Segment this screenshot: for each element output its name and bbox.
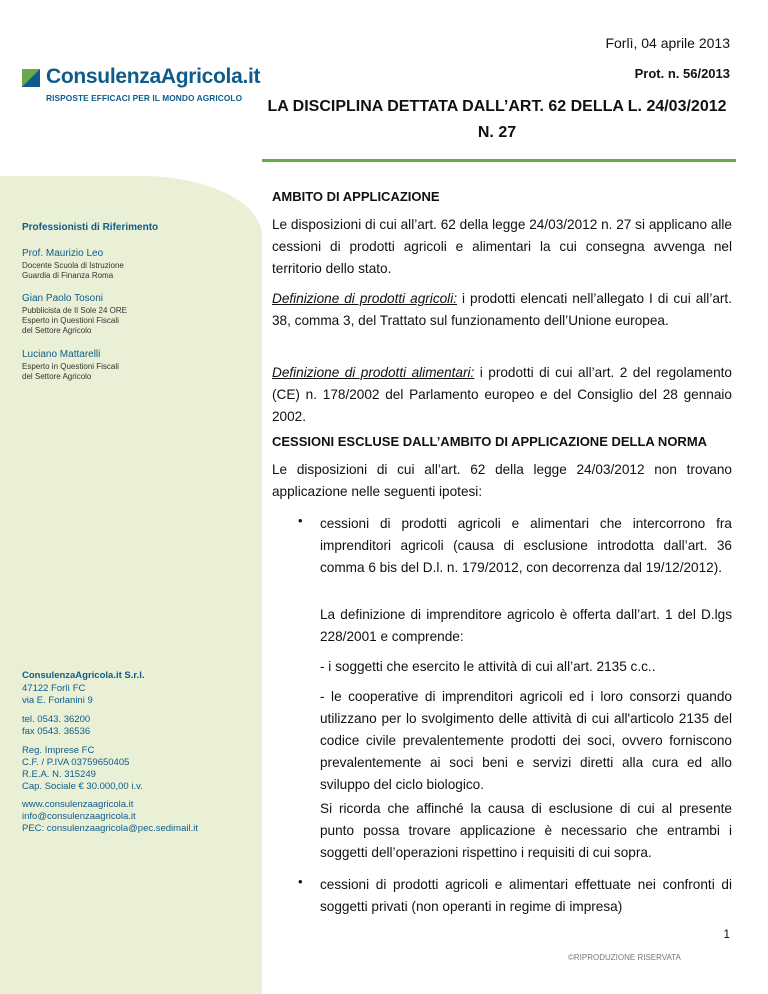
company-phone: tel. 0543. 36200 — [22, 714, 91, 725]
person-name: Prof. Maurizio Leo — [22, 248, 104, 259]
person-role: Esperto in Questioni Fiscali — [22, 362, 119, 371]
company-pec-link[interactable]: PEC: consulenzaagricola@pec.sedimail.it — [22, 823, 198, 834]
company-address: 47122 Forlì FC — [22, 683, 86, 694]
paragraph: Le disposizioni di cui all’art. 62 della legge 24/03/2012 non trovano applicazione nelle seguenti ipotesi: — [272, 462, 732, 499]
title-line-1: LA DISCIPLINA DETTATA DALL’ART. 62 DELLA L. 24/03/2012 — [267, 98, 727, 115]
company-rea: R.E.A. N. 315249 — [22, 769, 96, 780]
list-item: cessioni di prodotti agricoli e alimentari effettuate nei confronti di soggetti privati (non operanti in regime di impresa) — [320, 877, 732, 914]
paragraph: Le disposizioni di cui all’art. 62 della legge 24/03/2012 n. 27 si applicano alle cessioni di prodotti agricoli e alimentari la cui consegna avvenga nel territorio dello stato. — [272, 217, 732, 276]
company-email-link[interactable]: info@consulenzaagricola.it — [22, 811, 136, 822]
definition-agricultural — [272, 288, 732, 332]
definition-label: Definizione di prodotti agricoli: — [272, 291, 458, 306]
logo-tagline: RISPOSTE EFFICACI PER IL MONDO AGRICOLO — [46, 93, 243, 103]
paragraph: - le cooperative di imprenditori agricoli ed i loro consorzi quando utilizzano per lo svolgimento delle attività di cui all'articolo 2135 del codice civile prevalentemente prodotti dei soci, ovvero forniscono prevalentemente ai soci beni e servizi diretti alla cura ed allo sviluppo del ciclo biologico. — [320, 689, 732, 792]
company-website-link[interactable]: www.consulenzaagricola.it — [22, 799, 134, 810]
company-name: ConsulenzaAgricola.it S.r.l. — [22, 670, 145, 681]
section-heading: CESSIONI ESCLUSE DALL’AMBITO DI APPLICAZIONE DELLA NORMA — [272, 434, 708, 449]
person-role: Guardia di Finanza Roma — [22, 271, 114, 280]
paragraph: La definizione di imprenditore agricolo è offerta dall’art. 1 del D.lgs 228/2001 e comprende: — [320, 607, 732, 644]
person-role: del Settore Agricolo — [22, 326, 92, 335]
copyright-notice: ©RIPRODUZIONE RISERVATA — [568, 953, 681, 962]
paragraph: Si ricorda che affinché la causa di esclusione di cui al presente punto possa trovare applicazione è necessario che entrambi i soggetti dell’operazioni rispettino i requisiti di cui sopra. — [320, 801, 732, 860]
document-date: Forlì, 04 aprile 2013 — [605, 35, 730, 51]
company-vat: C.F. / P.IVA 03759650405 — [22, 757, 130, 768]
definition-text: i prodotti di cui all’art. 2 del regolamento (CE) n. 178/2002 del Parlamento europeo e del Consiglio del 28 gennaio 2002. — [272, 365, 732, 424]
document-title — [262, 94, 732, 146]
list-item: cessioni di prodotti agricoli e alimentari che intercorrono fra imprenditori agricoli (causa di esclusione introdotta dall’art. 36 comma 6 bis del D.l. n. 179/2012, con decorrenza dal 19/12/2012). — [320, 516, 732, 575]
company-fax: fax 0543. 36536 — [22, 726, 91, 737]
person-role: Esperto in Questioni Fiscali — [22, 316, 119, 325]
paragraph: - i soggetti che esercito le attività di cui all’art. 2135 c.c.. — [320, 659, 656, 674]
definition-text: i prodotti elencati nell’allegato I di cui all’art. 38, comma 3, del Trattato sul funzionamento dell’Unione europea. — [272, 291, 732, 328]
logo-name: ConsulenzaAgricola.it — [46, 65, 261, 88]
protocol-number: Prot. n. 56/2013 — [634, 66, 730, 81]
title-divider — [262, 159, 736, 162]
section-heading: AMBITO DI APPLICAZIONE — [272, 189, 440, 204]
bullet-icon: • — [298, 874, 303, 889]
page-number: 1 — [723, 927, 730, 941]
title-line-2: N. 27 — [477, 124, 517, 141]
sidebar-heading: Professionisti di Riferimento — [22, 222, 159, 233]
person-name: Gian Paolo Tosoni — [22, 293, 103, 304]
definition-label: Definizione di prodotti alimentari: — [272, 365, 475, 380]
logo-mark-icon — [22, 69, 40, 87]
definition-food — [272, 362, 732, 428]
bullet-icon: • — [298, 513, 303, 528]
company-address: via E. Forlanini 9 — [22, 695, 93, 706]
person-role: Pubblicista de Il Sole 24 ORE — [22, 306, 127, 315]
person-role: Docente Scuola di Istruzione — [22, 261, 124, 270]
company-registry: Reg. Imprese FC — [22, 745, 95, 756]
person-role: del Settore Agricolo — [22, 372, 92, 381]
company-capital: Cap. Sociale € 30.000,00 i.v. — [22, 781, 143, 792]
person-name: Luciano Mattarelli — [22, 349, 101, 360]
